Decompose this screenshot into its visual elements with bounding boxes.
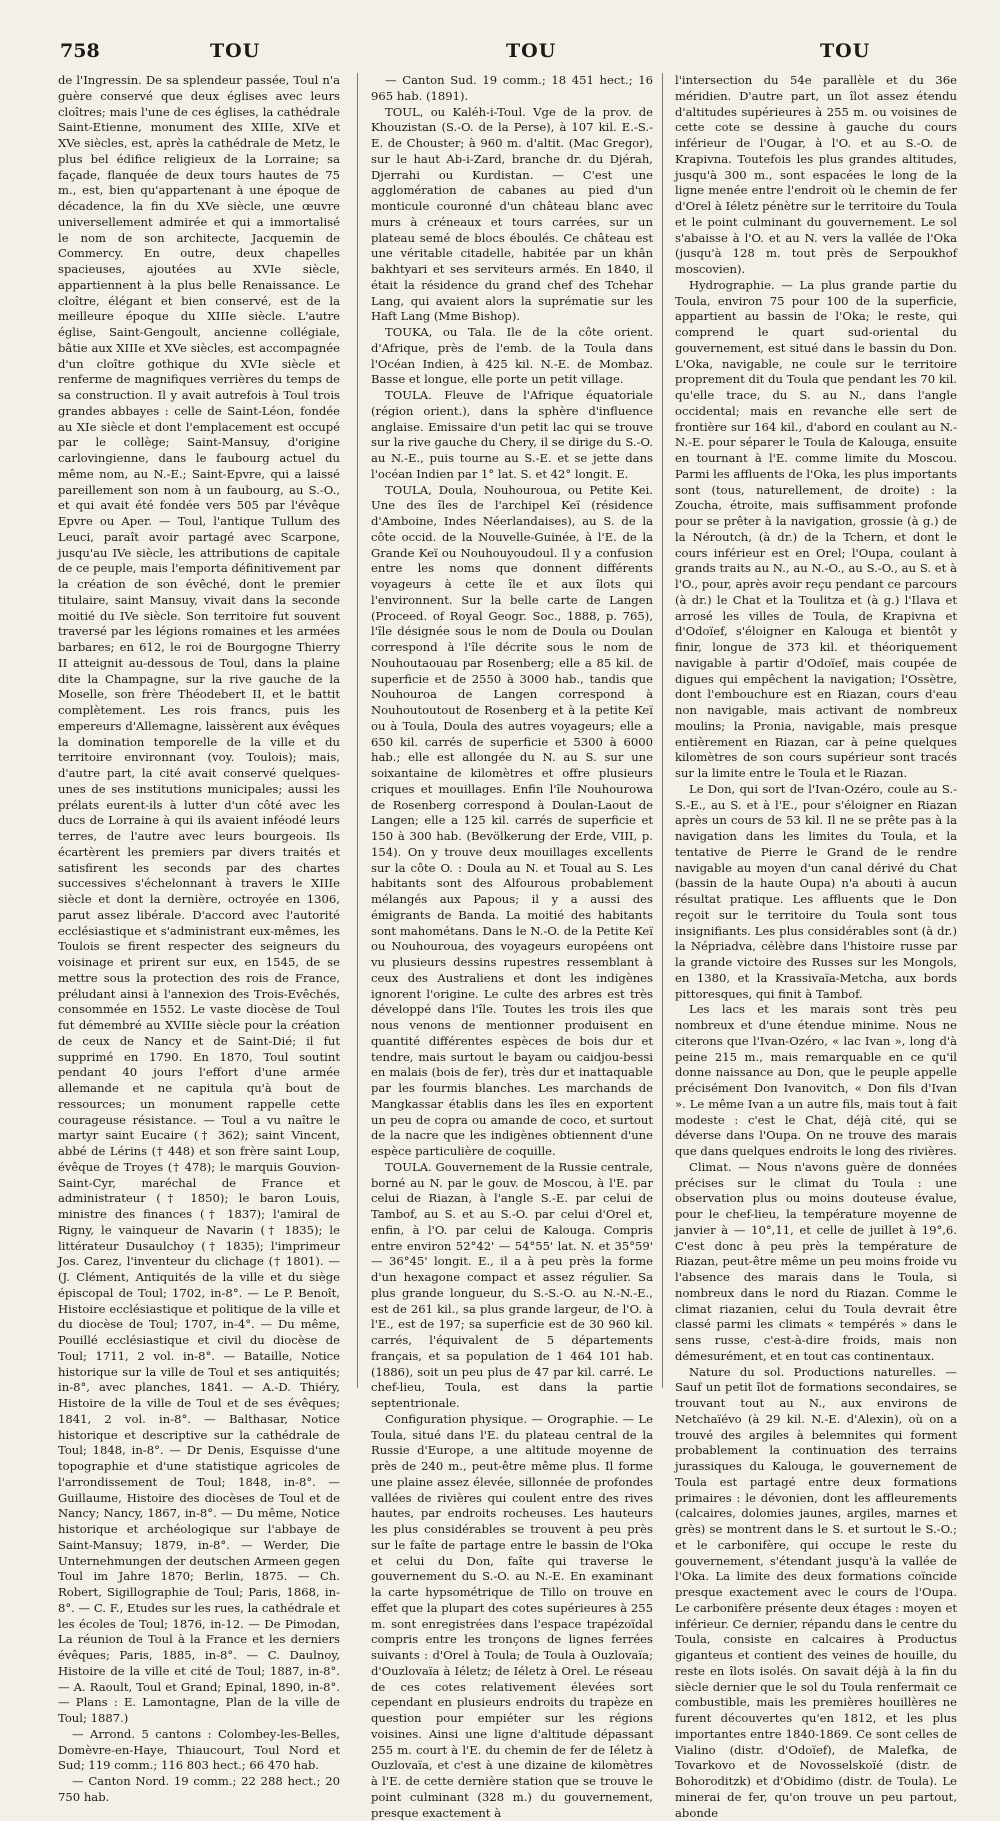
paragraph-nature-du-sol: Nature du sol. Productions naturelles. — Sauf un petit îlot de formations secondaires, se trouvant tout au N., aux environs de Netchaïévo (à 29 kil. N.-E. d'Alexin), où on a trouvé des argiles à belemnites qui forment probablement la continuation des terrains jurassiques du Kalouga, le gouvernement de Toula est partagé entre deux formations primaires : le dévonien, dont les affleurements (calcaires, dolomies jaunes, argiles, marnes et grès) se montrent dans le S. et surtout le S.-O.; et le carbonifère, qui occupe le reste du gouvernement, s'étendant jusqu'à la vallée de l'Oka. La limite des deux formations coïncide presque exactement avec le cours de l'Oupa. Le carbonifère présente deux étages : moyen et inférieur. Ce dernier, répandu dans le centre du Toula, consiste en calcaires à Productus giganteus et contient des veines de houille, du reste en îlots isolés. On savait déjà à la fin du siècle dernier que le sol du Toula renfermait ce combustible, mais les premières houillères ne furent découvertes qu'en 1812, et les plus importantes entre 1840-1869. Ce sont celles de Vialino (distr. d'Odoïef), de Malefka, de Tovarkovo et de Novosselskoïé (distr. de Bohoroditzk) et d'Obidimo (distr. de Toula). Le minerai de fer, qu'on trouve un peu partout, abonde xyxy=(675,1365,957,1821)
paragraph-arrondissement: — Arrond. 5 cantons : Colombey-les-Belles, Domèvre-en-Haye, Thiaucourt, Toul Nord et Sud; 119 comm.; 116 803 hect.; 66 470 hab. xyxy=(58,1727,340,1774)
paragraph-orographie-cont: l'intersection du 54e parallèle et du 36e méridien. D'autre part, un îlot assez étendu d'altitudes supérieures à 255 m. ou voisines de cette cote se dessine à gauche du cours inférieur de l'Ougar, à l'O. et au S.-O. de Krapivna. Toutefois les plus grandes altitudes, jusqu'à 300 m., sont espacées le long de la ligne menée entre l'endroit où le chemin de fer d'Orel à Iéletz pénètre sur le territoire du Toula et le point culminant du gouvernement. Le sol s'abaisse à l'O. et au N. vers la vallée de l'Oka (jusqu'à 128 m. tout près de Serpoukhof moscovien). xyxy=(675,73,957,278)
column-divider-1 xyxy=(357,73,358,1388)
entry-toul-kaleh: TOUL, ou Kaléh-i-Toul. Vge de la prov. de Khouzistan (S.-O. de la Perse), à 107 kil. E.-S.-E. de Chouster; à 960 m. d'altit. (Mac Gregor), sur le haut Ab-i-Zard, branche dr. du Djérah, Djerrahi ou Kurdistan. — C'est une agglomération de cabanes au pied d'un monticule couronné d'un château blanc avec murs à créneaux et tours carrées, sur un plateau semé de blocs éboulés. Ce château est une véritable citadelle, habitée par un khân bakhtyari et ses serviteurs armés. En 1840, il était la résidence du grand chef des Tchehar Lang, qui avaient alors la suprématie sur les Haft Lang (Mme Bishop). xyxy=(371,105,653,326)
paragraph-orographie: Configuration physique. — Orographie. — Le Toula, situé dans l'E. du plateau central de la Russie d'Europe, a une altitude moyenne de près de 240 m., peut-être même plus. Il forme une plaine assez élevée, sillonnée de profondes vallées de rivières qui coulent entre des rives hautes, par endroits rocheuses. Les hauteurs les plus considérables se trouvent à peu près sur le faîte de partage entre le bassin de l'Oka et celui du Don, faîte qui traverse le gouvernement du S.-O. au N.-E. En examinant la carte hypsométrique de Tillo on trouve en effet que la plupart des cotes supérieures à 255 m. sont enregistrées dans l'espace trapézoïdal compris entre les tronçons de lignes ferrées suivants : d'Orel à Toula; de Toula à Ouzlovaïa; d'Ouzlovaïa à Iéletz; de Iéletz à Orel. Le réseau de ces cotes relativement élevées sort cependant en plusieurs endroits du trapèze en question pour empiéter sur les régions voisines. Ainsi une ligne d'altitude dépassant 255 m. court à l'E. du chemin de fer de Iéletz à Ouzlovaïa, et c'est à une dizaine de kilomètres à l'E. de cette dernière station que se trouve le point culminant (328 m.) du gouvernement, presque exactement à xyxy=(371,1412,653,1821)
paragraph-hydrographie: Hydrographie. — La plus grande partie du Toula, environ 75 pour 100 de la superficie, appartient au bassin de l'Oka; le reste, qui comprend le quart sud-oriental du gouvernement, est situé dans le bassin du Don. L'Oka, navigable, ne coule sur le territoire proprement dit du Toula que pendant les 70 kil. qu'elle trace, du S. au N., dans l'angle occidental; mais en revanche elle sert de frontière sur 164 kil., d'abord en coulant au N.-N.-E. pour séparer le Toula de Kalouga, ensuite en tournant à l'E. comme limite du Moscou. Parmi les affluents de l'Oka, les plus importants sont (tous, naturellement, de droite) : la Zoucha, étroite, mais suffisamment profonde pour se prêter à la navigation, grossie (à g.) de la Néroutch, (à dr.) de la Tchern, et dont le cours inférieur est en Orel; l'Oupa, coulant à grands traits au N., au N.-O., au S.-O., au S. et à l'O., pour, après avoir reçu pendant ce parcours (à dr.) le Chat et la Toulitza et (à g.) l'Ilava et arrosé les villes de Toula, de Krapivna et d'Odoïef, s'éloigner en Kalouga et bientôt y finir, longue de 373 kil. et théoriquement navigable à partir d'Odoïef, mais coupée de digues qui empêchent la navigation; l'Ossètre, dont l'embouchure est en Riazan, cours d'eau non navigable, mais activant de nombreux moulins; la Pronia, navigable, mais presque entièrement en Riazan, car à peine quelques kilomètres de son cours supérieur sont tracés sur la limite entre le Toula et le Riazan. xyxy=(675,278,957,782)
entry-touka: TOUKA, ou Tala. Ile de la côte orient. d'Afrique, près de l'emb. de la Toula dans l'Océan Indien, à 425 kil. N.-E. de Mombaz. Basse et longue, elle porte un petit village. xyxy=(371,325,653,388)
paragraph-don: Le Don, qui sort de l'Ivan-Ozéro, coule au S.-S.-E., au S. et à l'E., pour s'éloigner en Riazan après un cours de 53 kil. Il ne se prête pas à la navigation dans les limites du Toula, et la tentative de Pierre le Grand de le rendre navigable au moyen d'un canal dérivé du Chat (bassin de la haute Oupa) n'a abouti à aucun résultat pratique. Les affluents que le Don reçoit sur le territoire du Toula sont tous insignifiants. Les plus considérables sont (à dr.) la Népriadva, célèbre dans l'histoire russe par la grande victoire des Russes sur les Mongols, en 1380, et la Krassivaïa-Metcha, aux bords pittoresques, qui finit à Tambof. xyxy=(675,782,957,1003)
column-divider-2 xyxy=(662,73,663,1388)
paragraph-climat: Climat. — Nous n'avons guère de données précises sur le climat du Toula : une observation plus ou moins douteuse évalue, pour le chef-lieu, la température moyenne de janvier à — 10°,11, et celle de juillet à 19°,6. C'est donc à peu près la température de Riazan, peut-être même un peu moins froide vu l'absence des marais dans le Toula, si nombreux dans le nord du Riazan. Comme le climat riazanien, celui du Toula devrait être classé parmi les climats « tempérés » dans le sens russe, c'est-à-dire froids, mais non démesurément, et en tout cas continentaux. xyxy=(675,1160,957,1365)
entry-toula-gouvernement: TOULA. Gouvernement de la Russie centrale, borné au N. par le gouv. de Moscou, à l'E. par celui de Riazan, à l'angle S.-E. par celui de Tambof, au S. et au S.-O. par celui d'Orel et, enfin, à l'O. par celui de Kalouga. Compris entre environ 52°42' — 54°55' lat. N. et 35°59' — 36°45' longit. E., il a à peu près la forme d'un hexagone compact et assez régulier. Sa plus grande longueur, du S.-S.-O. au N.-N.-E., est de 261 kil., sa plus grande largeur, de l'O. à l'E., est de 197; sa superficie est de 30 960 kil. carrés, l'équivalent de 5 départements français, et sa population de 1 464 101 hab. (1886), soit un peu plus de 47 par kil. carré. Le chef-lieu, Toula, est dans la partie septentrionale. xyxy=(371,1160,653,1412)
page-header xyxy=(60,40,960,72)
text-column-2 xyxy=(371,73,653,1413)
paragraph-canton-sud: — Canton Sud. 19 comm.; 18 451 hect.; 16 965 hab. (1891). xyxy=(371,73,653,105)
running-head-center: TOU xyxy=(506,40,556,62)
text-column-3 xyxy=(675,73,957,1413)
paragraph-canton-nord: — Canton Nord. 19 comm.; 22 288 hect.; 20 750 hab. xyxy=(58,1774,340,1806)
text-column-1 xyxy=(58,73,340,1413)
page-number: 758 xyxy=(60,40,100,62)
paragraph-toul-history: de l'Ingressin. De sa splendeur passée, Toul n'a guère conservé que deux églises avec leurs cloîtres; mais l'une de ces églises, la cathédrale Saint-Etienne, monument des XIIIe, XIVe et XVe siècles, est, après la cathédrale de Metz, le plus bel édifice religieux de la Lorraine; sa façade, flanquée de deux tours hautes de 75 m., est, bien qu'appartenant à une époque de décadence, la fin du XVe siècle, une œuvre universellement admirée et qui a immortalisé le nom de son architecte, Jacquemin de Commercy. En outre, deux chapelles spacieuses, ajoutées au XVIe siècle, appartiennent à la plus belle Renaissance. Le cloître, élégant et bien conservé, est de la meilleure époque du XIIIe siècle. L'autre église, Saint-Gengoult, ancienne collégiale, bâtie aux XIIIe et XVe siècles, est accompagnée d'un cloître gothique du XVIe siècle et renferme de magnifiques verrières du temps de sa construction. Il y avait autrefois à Toul trois grandes abbayes : celle de Saint-Léon, fondée au XIe siècle et dont l'emplacement est occupé par le collège; Saint-Mansuy, d'origine carlovingienne, dans le faubourg actuel du même nom, au N.-E.; Saint-Epvre, qui a laissé pareillement son nom à un faubourg, au S.-O., et qui avait été fondée vers 505 par l'évêque Epvre ou Aper. — Toul, l'antique Tullum des Leuci, paraît avoir partagé avec Scarpone, jusqu'au IVe siècle, les attributions de capitale de ce peuple, mais l'emporta définitivement par la création de son évêché, dont le premier titulaire, saint Mansuy, vivait dans la seconde moitié du IVe siècle. Son territoire fut souvent traversé par les légions romaines et les armées barbares; en 612, le roi de Bourgogne Thierry II atteignit au-dessous de Toul, dans la plaine dite la Champagne, sur la rive gauche de la Moselle, son frère Théodebert II, et le battit complètement. Les rois francs, puis les empereurs d'Allemagne, laissèrent aux évêques la domination temporelle de la ville et du territoire environnant (voy. Toulois); mais, d'autre part, la cité avait conservé quelques-unes de ses institutions municipales; aussi les prélats eurent-ils à lutter d'un côté avec les ducs de Lorraine à qui ils avaient inféodé leurs terres, de l'autre avec leurs bourgeois. Ils écartèrent les premiers par divers traités et satisfirent les seconds par des chartes successives s'échelonnant à travers le XIIIe siècle et dont la dernière, octroyée en 1306, parut assez libérale. D'accord avec l'autorité ecclésiastique et s'administrant eux-mêmes, les Toulois se firent respecter des seigneurs du voisinage et prirent sur eux, en 1545, de se mettre sous la protection des rois de France, préludant ainsi à l'annexion des Trois-Evêchés, consommée en 1552. Le vaste diocèse de Toul fut démembré au XVIIIe siècle pour la création de ceux de Nancy et de Saint-Dié; il fut supprimé en 1790. En 1870, Toul soutint pendant 40 jours l'effort d'une armée allemande et ne capitula qu'à bout de ressources; un monument rappelle cette courageuse résistance. — Toul a vu naître le martyr saint Eucaire († 362); saint Vincent, abbé de Lérins († 448) et son frère saint Loup, évêque de Troyes († 478); le marquis Gouvion-Saint-Cyr, maréchal de France et administrateur († 1850); le baron Louis, ministre des finances († 1837); l'amiral de Rigny, le vainqueur de Navarin († 1835); le littérateur Dusaulchoy († 1835); l'imprimeur Jos. Carez, l'inventeur du clichage († 1801). — (J. Clément, Antiquités de la ville et du siège épiscopal de Toul; 1702, in-8°. — Le P. Benoît, Histoire ecclésiastique et politique de la ville et du diocèse de Toul; 1707, in-4°. — Du même, Pouillé ecclésiastique et civil du diocèse de Toul; 1711, 2 vol. in-8°. — Bataille, Notice historique sur la ville de Toul et ses antiquités; in-8°, avec planches, 1841. — A.-D. Thiéry, Histoire de la ville de Toul et de ses évêques; 1841, 2 vol. in-8°. — Balthasar, Notice historique et descriptive sur la cathédrale de Toul; 1848, in-8°. — Dr Denis, Esquisse d'une topographie et d'une statistique agricoles de l'arrondissement de Toul; 1848, in-8°. — Guillaume, Histoire des diocèses de Toul et de Nancy; Nancy, 1867, in-8°. — Du même, Notice historique et archéologique sur l'abbaye de Saint-Mansuy; 1879, in-8°. — Werder, Die Unternehmungen der deutschen Armeen gegen Toul im Jahre 1870; Berlin, 1875. — Ch. Robert, Sigillographie de Toul; Paris, 1868, in-8°. — C. F., Etudes sur les rues, la cathédrale et les écoles de Toul; 1876, in-12. — De Pimodan, La réunion de Toul à la France et les derniers évêques; Paris, 1885, in-8°. — C. Daulnoy, Histoire de la ville et cité de Toul; 1887, in-8°. — A. Raoult, Toul et Grand; Epinal, 1890, in-8°. — Plans : E. Lamontagne, Plan de la ville de Toul; 1887.) xyxy=(58,73,340,1727)
paragraph-lacs: Les lacs et les marais sont très peu nombreux et d'une étendue minime. Nous ne citerons que l'Ivan-Ozéro, « lac Ivan », long d'à peine 215 m., mais remarquable en ce qu'il donne naissance au Don, que le peuple appelle précisément Don Ivanovitch, « Don fils d'Ivan ». Le même Ivan a un autre fils, mais tout à fait modeste : c'est le Chat, déjà cité, qui se déverse dans l'Oupa. On ne trouve des marais que dans quelques endroits le long des rivières. xyxy=(675,1002,957,1160)
running-head-right: TOU xyxy=(820,40,870,62)
running-head-left: TOU xyxy=(210,40,260,62)
entry-toula-ile: TOULA, Doula, Nouhouroua, ou Petite Kei. Une des îles de l'archipel Keï (résidence d'Amboine, Indes Néerlandaises), au S. de la côte occid. de la Nouvelle-Guinée, à l'E. de la Grande Keï ou Nouhouyoudoul. Il y a confusion entre les noms que donnent différents voyageurs à cette île et aux îlots qui l'environnent. Sur la belle carte de Langen (Proceed. of Royal Geogr. Soc., 1888, p. 765), l'île désignée sous le nom de Doula ou Doulan correspond à l'île décrite sous le nom de Nouhoutaouau par Rosenberg; elle a 85 kil. de superficie et de 2550 à 3000 hab., tandis que Nouhouroa de Langen correspond à Nouhoutoutout de Rosenberg et à la petite Keï ou à Toula, Doula des autres voyageurs; elle a 650 kil. carrés de superficie et 5300 à 6000 hab.; elle est allongée du N. au S. sur une soixantaine de kilomètres et offre plusieurs criques et mouillages. Enfin l'île Nouhourowa de Rosenberg correspond à Doulan-Laout de Langen; elle a 125 kil. carrés de superficie et 150 à 300 hab. (Bevölkerung der Erde, VIII, p. 154). On y trouve deux mouillages excellents sur la côte O. : Doula au N. et Toual au S. Les habitants sont des Alfourous probablement mélangés aux Papous; il y a aussi des émigrants de Banda. La moitié des habitants sont mahométans. Dans le N.-O. de la Petite Keï ou Nouhouroua, des voyageurs européens ont vu plusieurs dessins rupestres ressemblant à ceux des Australiens et dont les indigènes ignorent l'origine. Le culte des arbres est très développé dans l'île. Toutes les trois iles que nous venons de mentionner produisent en quantité différentes espèces de bois dur et tendre, mais surtout le bayam ou caidjou-bessi en malais (bois de fer), très dur et inattaquable par les fourmis blanches. Les marchands de Mangkassar établis dans les îles en exportent un peu de copra ou amande de coco, et surtout de la nacre que les indigènes obtiennent d'une espèce particulière de coquille. xyxy=(371,483,653,1160)
entry-toula-fleuve: TOULA. Fleuve de l'Afrique équatoriale (région orient.), dans la sphère d'influence anglaise. Emissaire d'un petit lac qui se trouve sur la rive gauche du Chery, il se dirige du S.-O. au N.-E., puis tourne au S.-E. et se jette dans l'océan Indien par 1° lat. S. et 42° longit. E. xyxy=(371,388,653,483)
